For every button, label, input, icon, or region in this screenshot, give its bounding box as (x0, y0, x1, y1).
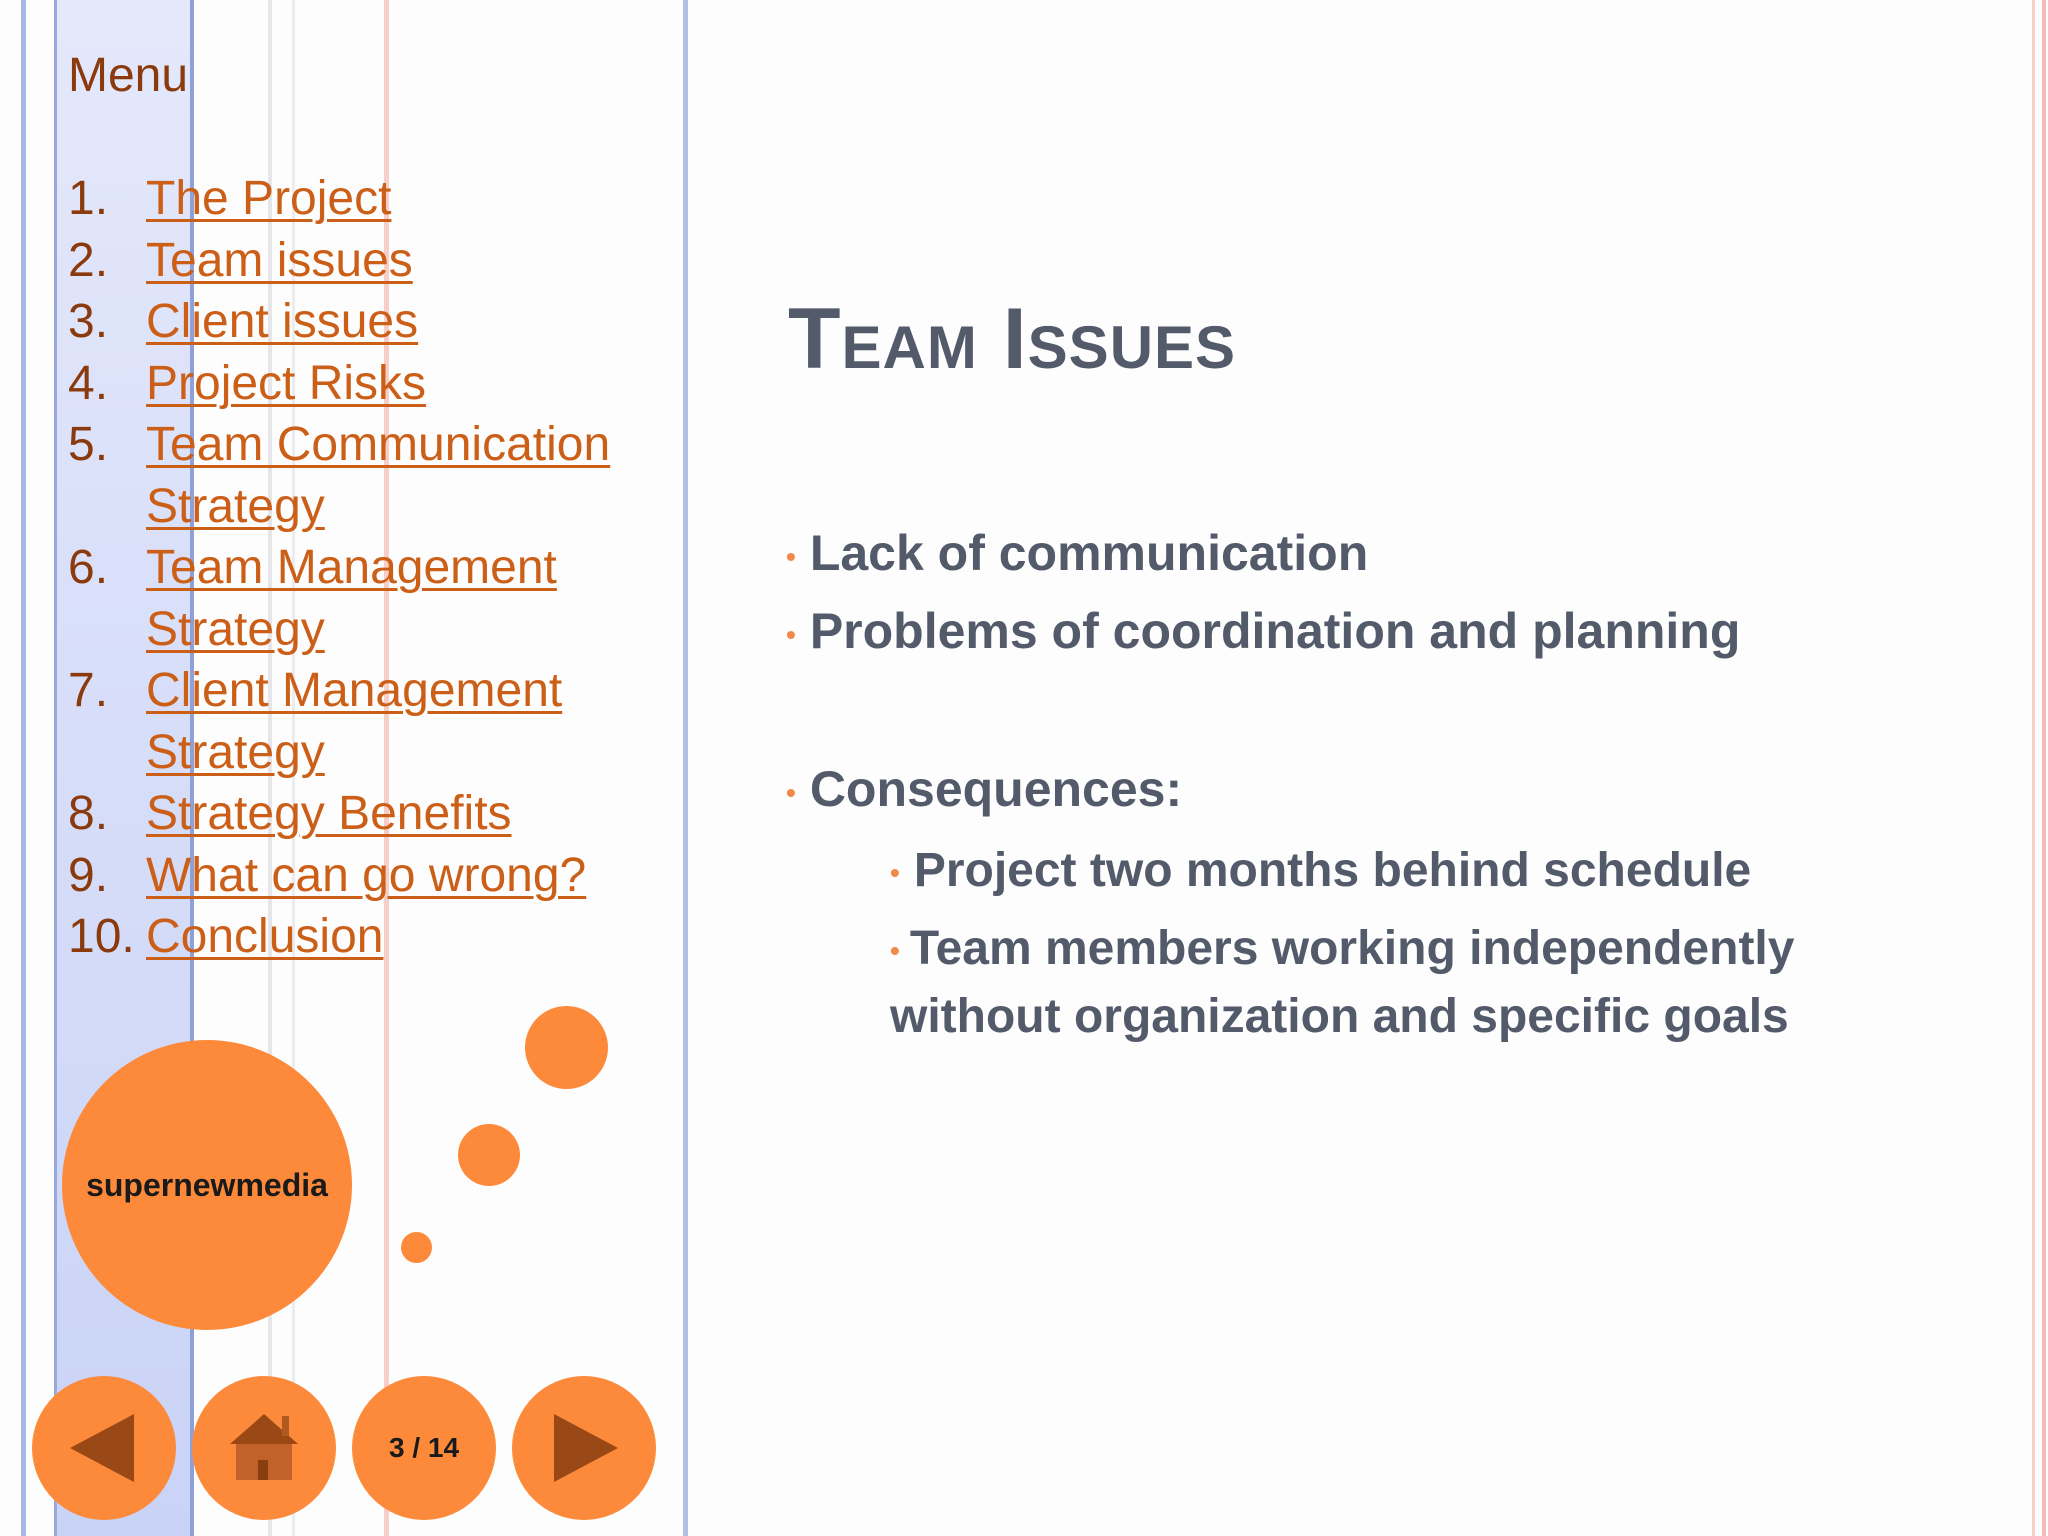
menu-item-client-management-strategy (68, 660, 706, 783)
menu-link-project-risks[interactable]: Project Risks (146, 356, 427, 410)
menu-link-conclusion[interactable]: Conclusion (146, 910, 384, 963)
menu-item-team-management-strategy (68, 537, 706, 660)
logo-text: supernewmedia (86, 1166, 328, 1203)
menu-item-number: 8. (68, 787, 109, 840)
bullet-icon: • (786, 541, 796, 572)
bullet-icon: • (890, 935, 900, 966)
menu-link-client-issues[interactable]: Client issues (146, 295, 419, 348)
sub-bullet-item (890, 843, 1751, 898)
menu-item-number: 2. (68, 233, 109, 287)
menu-item-project-risks (68, 353, 706, 415)
menu-item-number: 9. (68, 848, 109, 902)
decorative-circle (401, 1232, 432, 1263)
menu-item-number: 1. (68, 172, 109, 225)
menu-item-number: 10. (68, 910, 135, 963)
menu-link-team-communication-strategy[interactable]: Team Communication Strategy (146, 418, 611, 533)
menu-link-what-can-go-wrong[interactable]: What can go wrong? (146, 848, 587, 902)
left-arrow-icon (64, 1408, 144, 1488)
home-icon (224, 1408, 304, 1488)
menu-link-the-project[interactable]: The Project (146, 172, 392, 225)
menu-link-client-management-strategy[interactable]: Client Management Strategy (146, 664, 563, 779)
bullet-item (786, 524, 1368, 582)
sub-bullet-text: Project two months behind schedule (913, 844, 1752, 897)
bullet-text: Problems of coordination and planning (809, 603, 1741, 659)
menu-link-team-issues[interactable]: Team issues (146, 233, 413, 287)
menu-item-number: 5. (68, 418, 109, 471)
menu-item-conclusion (68, 906, 706, 968)
decorative-stripe (21, 0, 26, 1536)
previous-slide-button[interactable] (32, 1376, 176, 1520)
bullet-icon: • (786, 777, 796, 808)
decorative-circle (525, 1006, 608, 1089)
bullet-text: Lack of communication (809, 525, 1369, 581)
menu-item-number: 3. (68, 295, 109, 348)
menu-item-team-issues (68, 230, 706, 292)
menu-item-team-communication-strategy (68, 414, 706, 537)
page-indicator (352, 1376, 496, 1520)
bullet-icon: • (786, 619, 796, 650)
right-arrow-icon (544, 1408, 624, 1488)
decorative-stripe (54, 0, 57, 1536)
bullet-text: Consequences: (809, 761, 1183, 817)
menu-item-number: 6. (68, 541, 109, 594)
bullet-item (786, 760, 1182, 818)
menu-title: Menu (68, 49, 189, 102)
sub-bullet-text: Team members working independently without organization and specific goals (890, 922, 1795, 1043)
menu-link-team-management-strategy[interactable]: Team Management Strategy (146, 541, 557, 656)
sub-bullet-item (890, 918, 1950, 1048)
home-button[interactable] (192, 1376, 336, 1520)
slide-title: Team Issues (788, 291, 1237, 387)
bullet-icon: • (890, 857, 900, 888)
menu-link-strategy-benefits[interactable]: Strategy Benefits (146, 787, 512, 840)
next-slide-button[interactable] (512, 1376, 656, 1520)
menu-item-strategy-benefits (68, 783, 706, 845)
menu-item-what-can-go-wrong (68, 845, 706, 907)
decorative-circle (458, 1124, 520, 1186)
menu-item-number: 4. (68, 356, 109, 410)
menu-item-the-project (68, 168, 706, 230)
menu-item-number: 7. (68, 664, 109, 717)
page-number: 3 / 14 (388, 1432, 460, 1463)
menu-item-client-issues (68, 291, 706, 353)
decorative-stripe (2042, 0, 2046, 1536)
menu-list (68, 168, 706, 968)
bullet-item (786, 602, 1740, 660)
decorative-stripe (2032, 0, 2035, 1536)
logo-badge (62, 1040, 352, 1330)
